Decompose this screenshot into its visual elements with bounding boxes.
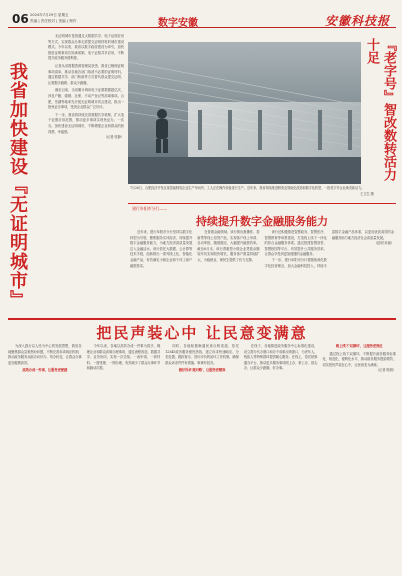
divider	[8, 318, 396, 320]
page-number: 06	[12, 12, 29, 26]
photo-credit: 王文生 摄	[360, 192, 374, 196]
subhead: 截上线下'双循环'，让服务更到位	[335, 344, 383, 348]
page-header	[8, 0, 396, 28]
left-article-title: 我省加快建设『无证明城市』	[7, 62, 28, 309]
factory-photo-image	[128, 42, 396, 184]
paragraph: 在普惠金融领域，该行推出惠懂你、善新贷等线上信贷产品，实现客户线上申请、自动审批、随借随还，大幅提升融资效率。截至6月末，该行普惠型小微企业贷款余额较年初实现较快增长，服务客户数量持续扩大，为稳就业、保民生提供了有力支撑。	[197, 230, 260, 262]
middle-kicker: 建行阜阳市分行——	[132, 206, 168, 211]
bottom-article-body	[8, 344, 396, 572]
subhead: 高效办成一件事，让服务更便捷	[22, 368, 68, 373]
byline: （记者 张静）	[103, 135, 124, 140]
byline: （赵明 孙丽）	[373, 241, 394, 246]
paragraph: 该行还积极推进智慧政务、智慧医疗、智慧教育等场景建设，打造线上线下一体化的综合金融服务体系。通过搭建智慧食堂、智慧校园等平台，有效提升公共服务效率，让群众享受到更加便捷的金融服务。	[264, 230, 327, 257]
divider	[128, 203, 396, 204]
issue-date: 2024年7月29日 星期五	[30, 13, 69, 17]
paragraph: 近年来，建行阜阳市分行坚持以数字化转型为引领，聚焦服务实体经济，持续提升数字金融服务能力，为地方经济高质量发展注入金融活水。该行依托大数据、云计算等技术手段，创新推出一系列线上化、智能化金融产品，有效满足小微企业和个体工商户融资需求。	[130, 230, 193, 268]
paragraph: 下一步，建行阜阳市分行将继续深化数字化经营理念，加大金融科技投入，持续丰富数字金融产品体系，以更加优质高效的金融服务助力地方经济社会高质量发展。	[264, 230, 394, 268]
paragraph: 为深入践行以人民为中心的发展思想，我省各地聚焦群众急难愁盼问题，不断完善诉求响应机制，推动政务服务从能办向好办、易办转变，让群众办事更加便捷高效。	[8, 344, 82, 365]
paragraph: 记者从省数据资源管理局获悉，我省已梳理证明事项清单，推动各地各部门取消不必要的证明材料，通过数据共享、部门核验等方式替代群众提交证明，让数据多跑路、群众少跑腿。	[48, 63, 124, 85]
paragraph: 在线下，各地推进政务服务中心标准化建设，设立帮办代办窗口和办不成事反映窗口，为老年人、残疾人等特殊群体提供暖心服务。在线上，依托皖事通办平台，推动更多服务事项网上办、掌上办、指尖办，让群众少跑腿、好办事。	[243, 344, 318, 371]
paragraph: 今年以来，各地以高效办成一件事为抓手，梳理企业和群众高频办理事项，通过流程再造、数据共享、业务协同，实现一次告知、一表申请、一套材料、一窗受理、一网办理，有效减少了群众办事环节和跑动次数。	[86, 344, 161, 371]
subhead: 做好诉求'接对路'，让服务更精准	[178, 368, 226, 373]
right-banner-title: 『老字号』智改数转活力十足	[361, 36, 399, 186]
paragraph: 通过线上线下双循环，不断提升政务服务标准化、规范化、便利化水平，推动政务服务提质增效，切实把民声装在心中，让民意变为满意。	[322, 351, 396, 367]
left-article-body	[48, 34, 124, 141]
section-title: 数字安徽	[158, 18, 198, 29]
editors-line: 责编 | 责任校对 | 美编 | 制作	[30, 19, 77, 23]
paragraph: 截至目前，全省累计调用电子证照数据超亿次，涉及户籍、婚姻、社保、不动产登记等高频事项。合肥、芜湖等地率先开展无证明城市试点建设，推出一批免证办事项，受到企业群众广泛好评。	[48, 88, 124, 110]
paragraph: 无证明城市是指通过大数据共享、电子证照应用等方式，实现群众办事无需提交证明材料的城市建设模式。今年以来，我省以数字政府建设为牵引，加快推进证明事项告知承诺制、电子证照共享应用，不断提升政务服务便利度。	[48, 34, 124, 61]
factory-photo	[128, 42, 396, 184]
middle-article-body	[130, 230, 394, 269]
bottom-article-title: 把民声装心中 让民意变满意	[96, 324, 308, 342]
photo-caption: 7月26日，合肥经济开发区某智能制造企业生产车间内，工人正在操作设备进行生产。近年来，我省持续推进制造业智能化改造和数字化转型，一批老字号企业焕发新活力。	[130, 186, 365, 190]
byline: （记者 陈晨）	[375, 368, 396, 373]
paragraph: 同时，各地积极畅通民意反映渠道，依托12345政务服务便民热线，建立诉求快速响应、分类处置、跟踪督办、回访评价的闭环工作机制，确保群众诉求件件有着落、事事有回音。	[165, 344, 239, 365]
masthead-logo: 安徽科技报	[324, 14, 390, 28]
paragraph: 下一步，我省将持续完善数据共享机制，扩大电子证照应用范围，推动更多事项实现免证办、一次办，加快建设无证明城市，不断增强企业和群众的获得感、幸福感。	[48, 112, 124, 134]
middle-article-title: 持续提升数字金融服务能力	[196, 215, 328, 228]
